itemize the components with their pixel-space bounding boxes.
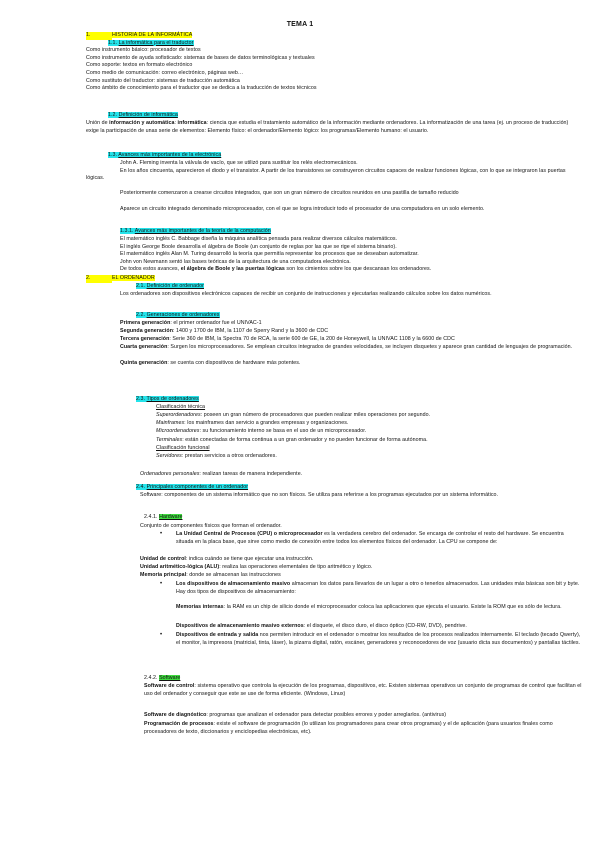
paragraph: Posteriormente comenzaron a crearse circuitos integrados, que son un gran número de circuitos reunidos en una pastilla de tamaño reducido (120, 190, 459, 197)
section-1-1-title: La informática para el traductor (118, 39, 194, 46)
storage-subitem: Memorias internas: la RAM es un chip de silicio donde el microprocesador coloca las aplicaciones que ejecuta el usuario. Existe la ROM que es sólo de lectura. (176, 604, 562, 610)
section-2-4-title: Principales componentes de un ordenador (146, 484, 249, 490)
paragraph: Software: componentes de un sistema informático que no son físicos. Se utiliza para referirse a los programas ejecutados por un sistema informático. (140, 492, 499, 498)
section-2-4-heading (136, 484, 248, 492)
section-1-3-number: 1.3. (108, 152, 118, 158)
section-2-4-2-number: 2.4.2. (144, 675, 158, 681)
paragraph: Conjunto de componentes físicos que forman el ordenador. (140, 523, 282, 529)
section-2-1-title: Definición de ordenador (146, 283, 204, 289)
section-2-number: 2. (86, 275, 112, 283)
section-2-1-heading (136, 283, 204, 291)
storage-item: Los dispositivos de almacenamiento masivo almacenan los datos para llevarlos de un lugar a otro o tenerlos almacenados. Las unidades más básicas son bit y byte. Hay dos tipos de dispositivos de almacenamiento: (176, 581, 580, 595)
software-item: Programación de procesos: existe el software de programación (lo utilizan los programadores para crear otros programas) y el de aplicación (para usuarios finales como procesadores de texto, diccionarios y enciclopedias electrónicas, etc). (144, 721, 553, 735)
section-2-2-heading (136, 312, 220, 320)
type-item: Ordenadores personales: realizan tareas de manera independiente. (140, 471, 303, 477)
section-1-3-heading (108, 152, 221, 160)
section-2-4-1-heading (144, 514, 182, 522)
software-item: Software de control: sistema operativo que controla la ejecución de los programas, dispositivos, etc. Existen sistemas operativos un conjunto de programas de control que facilitan el uso del ordenador y conseguir que este se use de forma eficiente. (Windows, Linux) (144, 683, 582, 697)
section-2-2-title: Generaciones de ordenadores (146, 312, 220, 318)
section-2-3-title: Tipos de ordenadores (146, 396, 199, 402)
list-item: Como ámbito de conocimiento para el traductor que se dedica a la traducción de textos técnicos (86, 85, 317, 92)
type-item: Superordenadores: poseen un gran número de procesadores que pueden realizar miles operaciones por segundo. (156, 412, 431, 418)
cpu-part: Memoria principal: donde se almacenan las instrucciones (140, 572, 281, 578)
section-2-1-number: 2.1. (136, 283, 146, 289)
section-2-4-number: 2.4. (136, 484, 146, 490)
section-2-2-number: 2.2. (136, 312, 146, 318)
paragraph: Los ordenadores son dispositivos electrónicos capaces de recibir un conjunto de instrucciones y ejecutarlas realizando cálculos sobre los datos numéricos. (120, 291, 492, 297)
type-item: Servidores: prestan servicios a otros ordenadores. (156, 453, 277, 459)
section-1-number: 1. (86, 32, 112, 40)
list-item: Como instrumento de ayuda sofisticado: sistemas de bases de datos terminológicas y textuales (86, 54, 315, 61)
list-item: El inglés George Boole desarrolla el álgebra de Boole (un conjunto de reglas por las que se rige el sistema binario). (120, 243, 397, 250)
section-1-2-title: Definición de informática (118, 112, 178, 118)
section-2-4-2-title: Software (159, 675, 181, 681)
generation-item: Segunda generación: 1400 y 1700 de IBM, la 1107 de Sperry Rand y la 3600 de CDC (120, 328, 329, 334)
list-item: John von Newmann sentó las bases teóricas de la arquitectura de una computadora electrónica. (120, 258, 351, 265)
section-2-3-heading (136, 396, 199, 404)
type-item: Terminales: están conectadas de forma continua a un gran ordenador y no pueden funcionar de forma autónoma. (156, 437, 428, 443)
generation-item: Cuarta generación: Surgen los microprocesadores. Se emplean circuitos integrados de grandes velocidades, se incluyen disquetes y aparece gran cantidad de lenguajes de programación. (120, 344, 573, 350)
section-1-3-1-heading (120, 228, 271, 236)
section-1-2-number: 1.2. (108, 112, 118, 118)
list-item: Como medio de comunicación: correo electrónico, páginas web… (86, 70, 244, 76)
list-item: El matemático inglés Alan M. Turing desarrolló la teoría que permitía representar los procesos que se deseaban automatizar. (120, 251, 419, 258)
list-item: Como soporte: textos en formato electrónico (86, 62, 193, 69)
bullet-icon: • (160, 632, 163, 638)
generation-item: Primera generación: el primer ordenador fue el UNIVAC-1 (120, 320, 262, 326)
paragraph: Aparece un circuito integrado denominado microprocesador, con el que se logra introducir todo el procesador de una computadora en un solo elemento. (120, 205, 485, 212)
classification-heading: Clasificación técnica (156, 404, 206, 410)
type-item: Microordenadores: su funcionamiento interno se basa en el uso de un microprocesador. (156, 428, 367, 434)
bullet-icon: • (160, 581, 163, 587)
paragraph: John A. Fleming inventa la válvula de vacío, que se utilizó para sustituir los relés electromecánicos. (120, 160, 358, 166)
section-2-title: EL ORDENADOR (112, 275, 155, 281)
page-title: TEMA 1 (286, 21, 314, 28)
classification-heading: Clasificación funcional (156, 445, 210, 451)
io-item: Dispositivos de entrada y salida nos permiten introducir en el ordenador o mostrar los resultados de los procesos realizados internamente. El teclado (tecado Qwerty), el monitor, la impresora (matricial, tinta, láser), la pizarra digital, ratón, escáner, generadores y reconocedores de voz (usuario dicta sus documentos) y pantallas táctiles. (176, 632, 581, 646)
type-item: Mainframes: los mainframes dan servicio a grandes empresas y organizaciones. (156, 420, 349, 426)
cpu-item: La Unidad Central de Procesos (CPU) o microprocesador es la verdadera cerebro del ordenador. Se encarga de controlar el resto del hardware. Se encuentra situada en la placa base, que sirve como medio de conexión entre todos los elementos físicos del ordenador. La CPU se compone de: (176, 531, 564, 545)
list-item: El matemático inglés C. Babbage diseña la máquina analítica pensada para realizar diversos cálculos matemáticos. (120, 236, 398, 242)
generation-item: Quinta generación: se cuenta con dispositivos de hardware más potentes. (120, 359, 301, 366)
section-1-1-number: 1.1. (108, 39, 118, 46)
software-item: Software de diagnóstico: programas que analizan el ordenador para detectar posibles errores y poder arreglarlos. (antivirus) (144, 712, 447, 718)
list-item: Como sustituto del traductor: sistemas de traducción automática (86, 77, 240, 84)
section-2-4-1-title: Hardware (159, 514, 183, 520)
storage-subitem: Dispositivos de almacenamiento masivo externos: el disquete, el disco duro, el disco óptico (CD-RW, DVD), pendrive. (176, 623, 467, 629)
conclusion-line: De todos estos avances, el álgebra de Boole y las puertas lógicas son los cimientos sobre los que descansan los ordenadores. (120, 266, 432, 273)
generation-item: Tercera generación: Serie 360 de IBM, la Spectra 70 de RCA, la serie 600 de GE, la 200 de Honeywell, la UNIVAC 1108 y la 6600 de CDC (120, 336, 455, 342)
section-2-3-number: 2.3. (136, 396, 146, 402)
cpu-part: Unidad de control: indica cuándo se tiene que ejecutar una instrucción. (140, 556, 314, 562)
paragraph: En los años cincuenta, aparecieron el diodo y el transistor. A partir de los transistores se construyeron circuitos capaces de realizar funciones lógicas, con lo que se integraron las puertas lógicas. (86, 167, 566, 182)
section-1-heading (86, 32, 192, 40)
section-1-3-1-number: 1.3.1. (120, 228, 134, 234)
cpu-part: Unidad aritmético-lógica (ALU): realiza las operaciones elementales de tipo aritmético y lógico. (140, 564, 373, 570)
section-1-1-heading (108, 40, 194, 48)
bullet-icon: • (160, 531, 163, 537)
section-2-4-2-heading (144, 675, 180, 683)
section-1-3-title: Avances más importantes de la electrónica (118, 152, 222, 158)
section-1-title: HISTORIA DE LA INFORMÁTICA (112, 32, 193, 38)
definition-paragraph: Unión de información y automática: informática: ciencia que estudia el tratamiento automático de la información mediante ordenadores. La informatización de una tarea (ej. un proceso de traducción) exige la participación de unas serie de elementos: Elemento físico: el ordenador/Elemento lógico: los programas/Elemento humano: el usuario. (86, 120, 569, 134)
section-1-2-heading (108, 112, 178, 120)
section-2-heading (86, 275, 155, 283)
list-item: Como instrumento básico: procesador de textos (86, 47, 201, 54)
section-1-3-1-title: Avances más importantes de la teoría de la computación (134, 228, 271, 234)
section-2-4-1-number: 2.4.1. (144, 514, 158, 520)
